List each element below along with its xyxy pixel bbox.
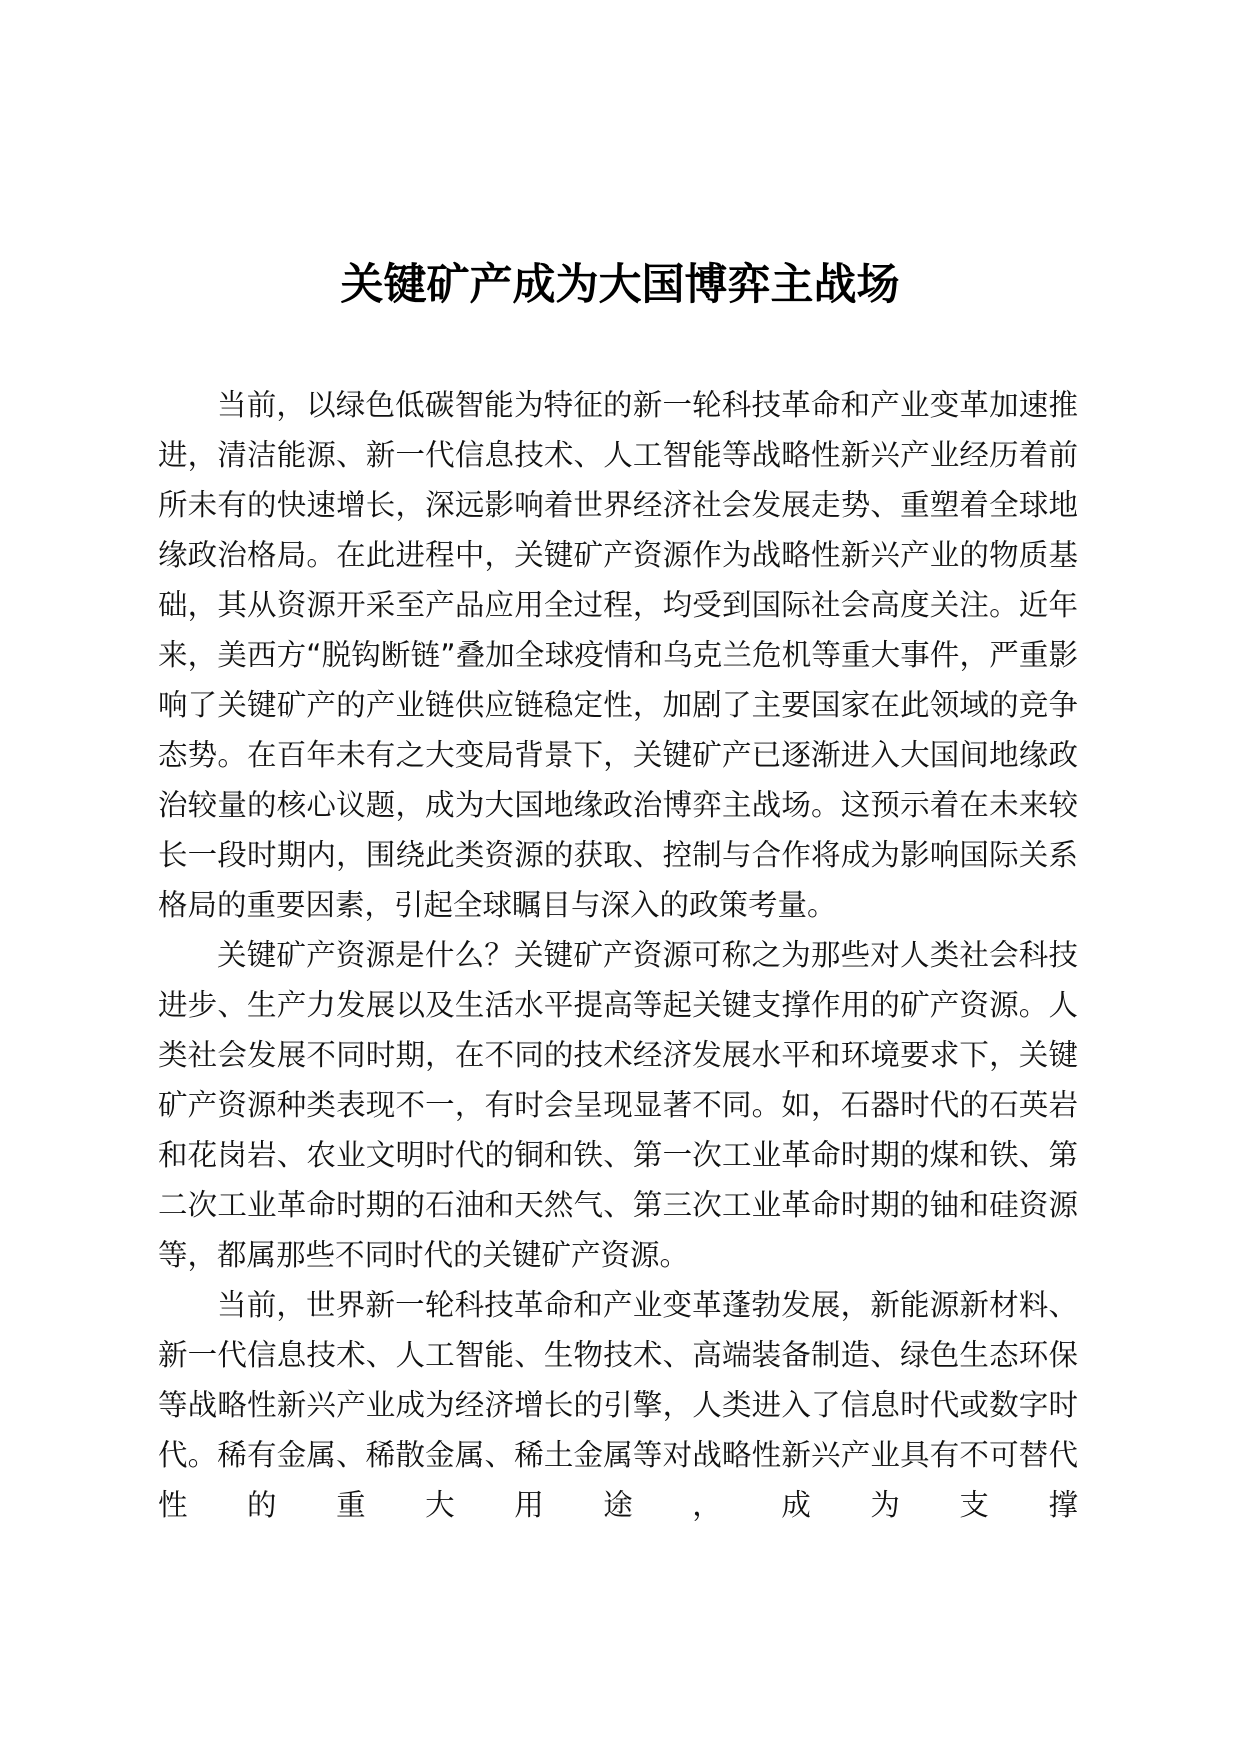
paragraph-3: 当前，世界新一轮科技革命和产业变革蓬勃发展，新能源新材料、新一代信息技术、人工智能、生物技术、高端装备制造、绿色生态环保等战略性新兴产业成为经济增长的引擎，人类进入了信息时代或数字时代。稀有金属、稀散金属、稀土金属等对战略性新兴产业具有不可替代性的重大用途，成为支撑 bbox=[158, 1288, 1078, 1522]
document-title: 关键矿产成为大国博弈主战场 bbox=[340, 260, 900, 310]
document-body bbox=[158, 380, 1078, 1530]
paragraph-1: 当前，以绿色低碳智能为特征的新一轮科技革命和产业变革加速推进，清洁能源、新一代信息技术、人工智能等战略性新兴产业经历着前所未有的快速增长，深远影响着世界经济社会发展走势、重塑着全球地缘政治格局。在此进程中，关键矿产资源作为战略性新兴产业的物质基础，其从资源开采至产品应用全过程，均受到国际社会高度关注。近年来，美西方“脱钩断链”叠加全球疫情和乌克兰危机等重大事件，严重影响了关键矿产的产业链供应链稳定性，加剧了主要国家在此领域的竞争态势。在百年未有之大变局背景下，关键矿产已逐渐进入大国间地缘政治较量的核心议题，成为大国地缘政治博弈主战场。这预示着在未来较长一段时期内，围绕此类资源的获取、控制与合作将成为影响国际关系格局的重要因素，引起全球瞩目与深入的政策考量。 bbox=[158, 388, 1078, 922]
paragraph-2: 关键矿产资源是什么？关键矿产资源可称之为那些对人类社会科技进步、生产力发展以及生活水平提高等起关键支撑作用的矿产资源。人类社会发展不同时期，在不同的技术经济发展水平和环境要求下，关键矿产资源种类表现不一，有时会呈现显著不同。如，石器时代的石英岩和花岗岩、农业文明时代的铜和铁、第一次工业革命时期的煤和铁、第二次工业革命时期的石油和天然气、第三次工业革命时期的铀和硅资源等，都属那些不同时代的关键矿产资源。 bbox=[158, 938, 1078, 1272]
